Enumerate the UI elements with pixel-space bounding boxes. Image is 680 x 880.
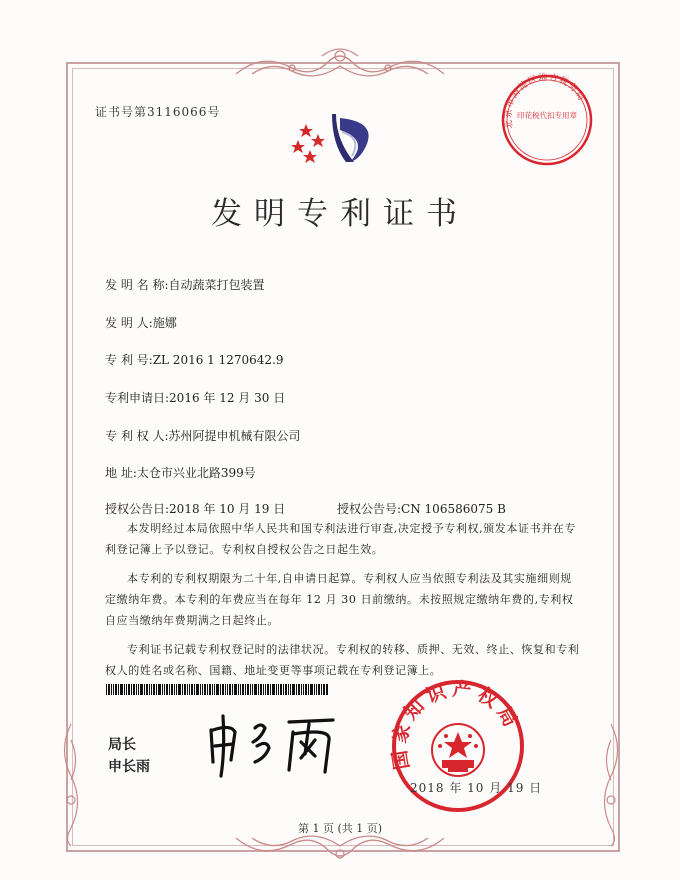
national-emblem xyxy=(432,724,484,776)
director-title: 局长 xyxy=(108,737,136,753)
star-icon xyxy=(303,150,317,163)
patentee-label: 专 利 权 人: xyxy=(105,429,169,443)
certificate-body xyxy=(105,518,583,681)
inventor-value: 施娜 xyxy=(152,316,177,330)
inventor-label: 发 明 人: xyxy=(105,316,153,330)
filing-date-label: 专利申请日: xyxy=(105,391,170,405)
tax-stamp xyxy=(497,70,597,170)
seal-date: 2018 年 10 月 19 日 xyxy=(410,781,543,795)
grant-number-label: 授权公告号: xyxy=(337,502,402,516)
address-label: 地 址: xyxy=(105,466,137,480)
filing-date-value: 2016 年 12 月 30 日 xyxy=(169,391,286,405)
field-inventor xyxy=(105,314,177,331)
seal-text: 国家知识产权局 xyxy=(388,678,524,772)
star-icon xyxy=(299,124,313,137)
field-grant-date xyxy=(105,500,285,517)
address-value: 太仓市兴业北路399号 xyxy=(136,466,256,480)
certificate-number: 证书号第3116066号 xyxy=(95,105,221,119)
tax-stamp-outer-text: 北京市海淀区地方税务局 xyxy=(503,72,587,130)
top-ornament xyxy=(232,44,448,84)
handwritten-signature xyxy=(205,710,345,780)
field-invention-name xyxy=(105,276,265,293)
invention-name-value: 自动蔬菜打包装置 xyxy=(168,278,265,292)
svg-text:北京市海淀区地方税务局 xyxy=(502,71,587,130)
field-grant-number xyxy=(337,500,506,517)
tax-stamp-inner-text: 印花税代扣专用章 xyxy=(517,111,577,120)
star-icon xyxy=(291,140,305,153)
grant-date-value: 2018 年 10 月 19 日 xyxy=(169,502,286,516)
patentee-value: 苏州阿提申机械有限公司 xyxy=(168,429,301,443)
patent-number-value: ZL 2016 1 1270642.9 xyxy=(152,353,284,367)
certificate-title: 发明专利证书 xyxy=(211,196,469,232)
grant-number-value: CN 106586075 B xyxy=(401,502,506,516)
grant-date-label: 授权公告日: xyxy=(105,502,170,516)
field-patentee xyxy=(105,427,301,444)
barcode xyxy=(106,684,328,695)
field-address xyxy=(105,464,256,481)
page-number: 第 1 页 (共 1 页) xyxy=(297,822,383,835)
field-patent-number xyxy=(105,351,284,368)
star-icon xyxy=(444,732,472,758)
patent-office-logo xyxy=(288,110,388,170)
paragraph-legal-status: 专利证书记载专利权登记时的法律状况。专利权的转移、质押、无效、终止、恢复和专利权人的姓名或名称、国籍、地址变更等事项记载在专利登记簿上。 xyxy=(105,643,580,677)
patent-number-label: 专 利 号: xyxy=(105,353,153,367)
bottom-ornament xyxy=(232,832,448,866)
field-filing-date xyxy=(105,389,285,406)
director-name: 申长雨 xyxy=(108,759,150,775)
invention-name-label: 发 明 名 称: xyxy=(105,278,169,292)
paragraph-term: 本专利的专利权期限为二十年,自申请日起算。专利权人应当依照专利法及其实施细则规定缴纳年费。本专利的年费应当在每年 12 月 30 日前缴纳。未按照规定缴纳年费的,专利权自应当缴纳年费期满之日起终止。 xyxy=(105,572,574,627)
star-icon xyxy=(311,134,325,147)
paragraph-grant-statement: 本发明经过本局依照中华人民共和国专利法进行审查,决定授予专利权,颁发本证书并在专利登记簿上予以登记。专利权自授权公告之日起生效。 xyxy=(105,522,576,556)
